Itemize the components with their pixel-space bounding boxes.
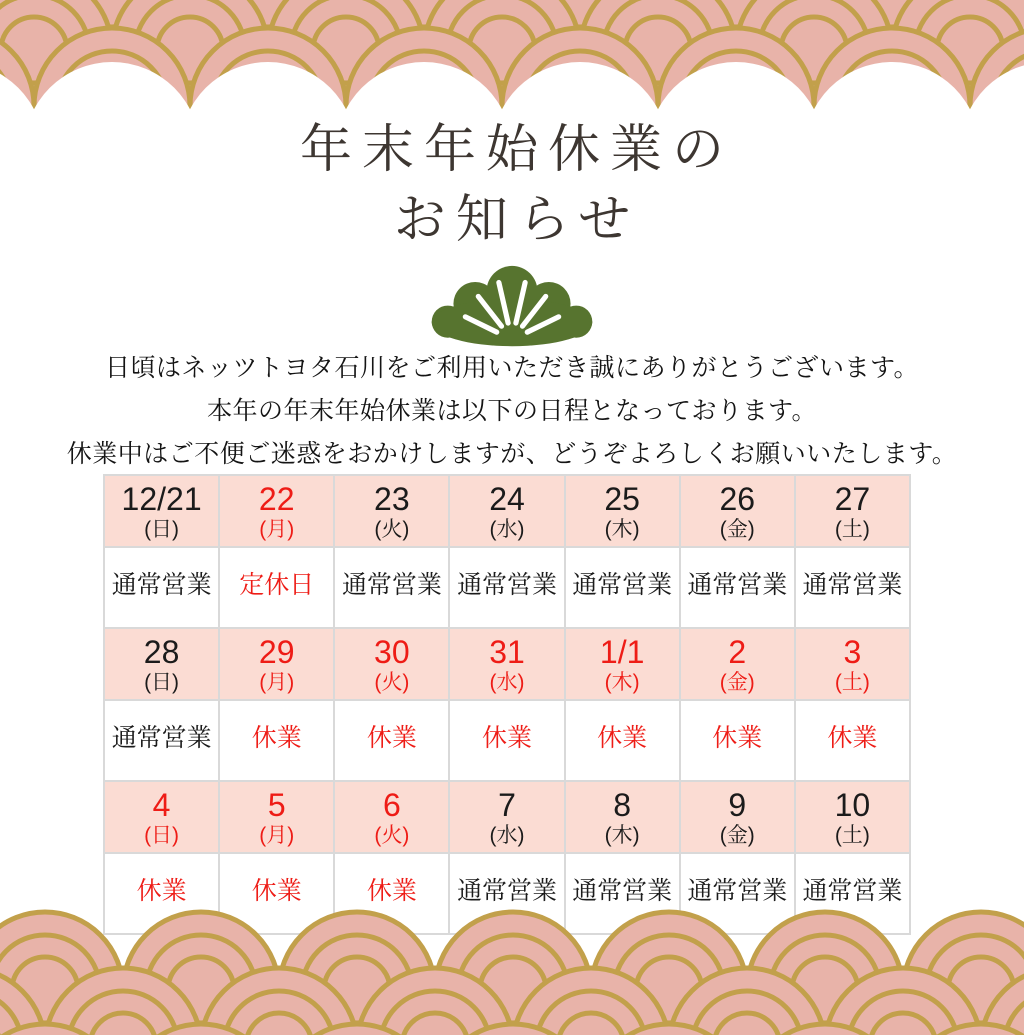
- date-number: 4: [152, 787, 171, 823]
- title-line-2: お知らせ: [393, 192, 641, 249]
- date-weekday: (火): [374, 824, 410, 847]
- date-number: 9: [728, 787, 747, 823]
- date-cell: [334, 781, 449, 853]
- date-cell: [795, 781, 910, 853]
- date-cell: [565, 475, 680, 547]
- status-cell: 休業: [680, 700, 795, 781]
- status-cell: 休業: [795, 700, 910, 781]
- date-weekday: (土): [834, 824, 870, 847]
- status-cell: 休業: [565, 700, 680, 781]
- date-number: 31: [489, 634, 525, 670]
- date-weekday: (水): [489, 671, 525, 694]
- date-cell: [334, 628, 449, 700]
- status-cell: 休業: [104, 853, 219, 934]
- date-weekday: (木): [604, 824, 640, 847]
- date-number: 27: [834, 481, 871, 517]
- date-weekday: (日): [144, 671, 180, 694]
- date-cell: [104, 628, 219, 700]
- holiday-calendar-body: [104, 475, 910, 934]
- date-weekday: (金): [719, 671, 755, 694]
- status-cell: 通常営業: [104, 547, 219, 628]
- date-weekday: (木): [604, 671, 640, 694]
- date-number: 29: [258, 634, 295, 670]
- date-cell: [680, 628, 795, 700]
- status-cell: 通常営業: [449, 853, 564, 934]
- date-weekday: (土): [834, 518, 870, 541]
- date-cell: [565, 781, 680, 853]
- calendar-date-row: [104, 475, 910, 547]
- status-cell: 通常営業: [449, 547, 564, 628]
- status-cell: 通常営業: [795, 853, 910, 934]
- date-number: 24: [489, 481, 525, 517]
- greeting-line-1: 日頃はネッツトヨタ石川をご利用いただき誠にありがとうございます。: [104, 354, 919, 382]
- date-number: 26: [719, 481, 756, 517]
- date-cell: [219, 475, 334, 547]
- date-cell: [449, 781, 564, 853]
- date-cell: [565, 628, 680, 700]
- date-number: 8: [613, 787, 632, 823]
- status-cell: 通常営業: [104, 700, 219, 781]
- date-weekday: (月): [259, 824, 295, 847]
- date-number: 22: [258, 481, 295, 517]
- date-cell: [795, 475, 910, 547]
- calendar-date-row: [104, 781, 910, 853]
- date-weekday: (金): [719, 824, 755, 847]
- date-weekday: (土): [834, 671, 870, 694]
- date-cell: [104, 781, 219, 853]
- date-cell: [680, 475, 795, 547]
- pine-icon-wrap: [0, 261, 1024, 358]
- date-number: 2: [728, 634, 747, 670]
- date-cell: [104, 475, 219, 547]
- date-cell: [219, 781, 334, 853]
- date-weekday: (火): [374, 671, 410, 694]
- date-cell: [795, 628, 910, 700]
- date-number: 1/1: [599, 634, 645, 670]
- status-cell: 通常営業: [565, 547, 680, 628]
- date-weekday: (日): [144, 824, 180, 847]
- status-cell: 通常営業: [680, 547, 795, 628]
- status-cell: 休業: [449, 700, 564, 781]
- date-cell: [449, 475, 564, 547]
- status-cell: 通常営業: [565, 853, 680, 934]
- status-cell: 定休日: [219, 547, 334, 628]
- date-number: 23: [374, 481, 410, 517]
- greeting-text: [0, 347, 1024, 476]
- status-cell: 休業: [219, 700, 334, 781]
- date-weekday: (水): [489, 824, 525, 847]
- calendar-date-row: [104, 628, 910, 700]
- date-cell: [449, 628, 564, 700]
- status-cell: 通常営業: [795, 547, 910, 628]
- date-number: 6: [382, 787, 401, 823]
- status-cell: 休業: [219, 853, 334, 934]
- date-number: 12/21: [121, 481, 202, 517]
- pine-tree-icon: [427, 261, 597, 353]
- date-number: 7: [498, 787, 516, 823]
- date-weekday: (金): [719, 518, 755, 541]
- date-weekday: (日): [144, 518, 180, 541]
- page-title: [0, 116, 1024, 256]
- status-cell: 通常営業: [680, 853, 795, 934]
- date-cell: [219, 628, 334, 700]
- date-weekday: (水): [489, 518, 525, 541]
- calendar-status-row: [104, 547, 910, 628]
- date-number: 10: [834, 787, 871, 823]
- greeting-line-3: 休業中はご不便ご迷惑をおかけしますが、どうぞよろしくお願いいたします。: [66, 440, 958, 468]
- calendar-status-row: [104, 700, 910, 781]
- holiday-calendar: [103, 474, 911, 935]
- date-cell: [334, 475, 449, 547]
- status-cell: 休業: [334, 700, 449, 781]
- date-number: 28: [143, 634, 180, 670]
- date-weekday: (木): [604, 518, 640, 541]
- date-weekday: (火): [374, 518, 410, 541]
- date-number: 3: [843, 634, 862, 670]
- title-line-1: 年末年始休業の: [299, 122, 734, 179]
- date-weekday: (月): [259, 518, 295, 541]
- date-number: 30: [374, 634, 410, 670]
- status-cell: 休業: [334, 853, 449, 934]
- date-number: 5: [267, 787, 286, 823]
- greeting-line-2: 本年の年末年始休業は以下の日程となっております。: [206, 397, 817, 425]
- seigaiha-wave-bottom-icon: [0, 900, 1024, 1035]
- date-cell: [680, 781, 795, 853]
- date-number: 25: [604, 481, 640, 517]
- status-cell: 通常営業: [334, 547, 449, 628]
- date-weekday: (月): [259, 671, 295, 694]
